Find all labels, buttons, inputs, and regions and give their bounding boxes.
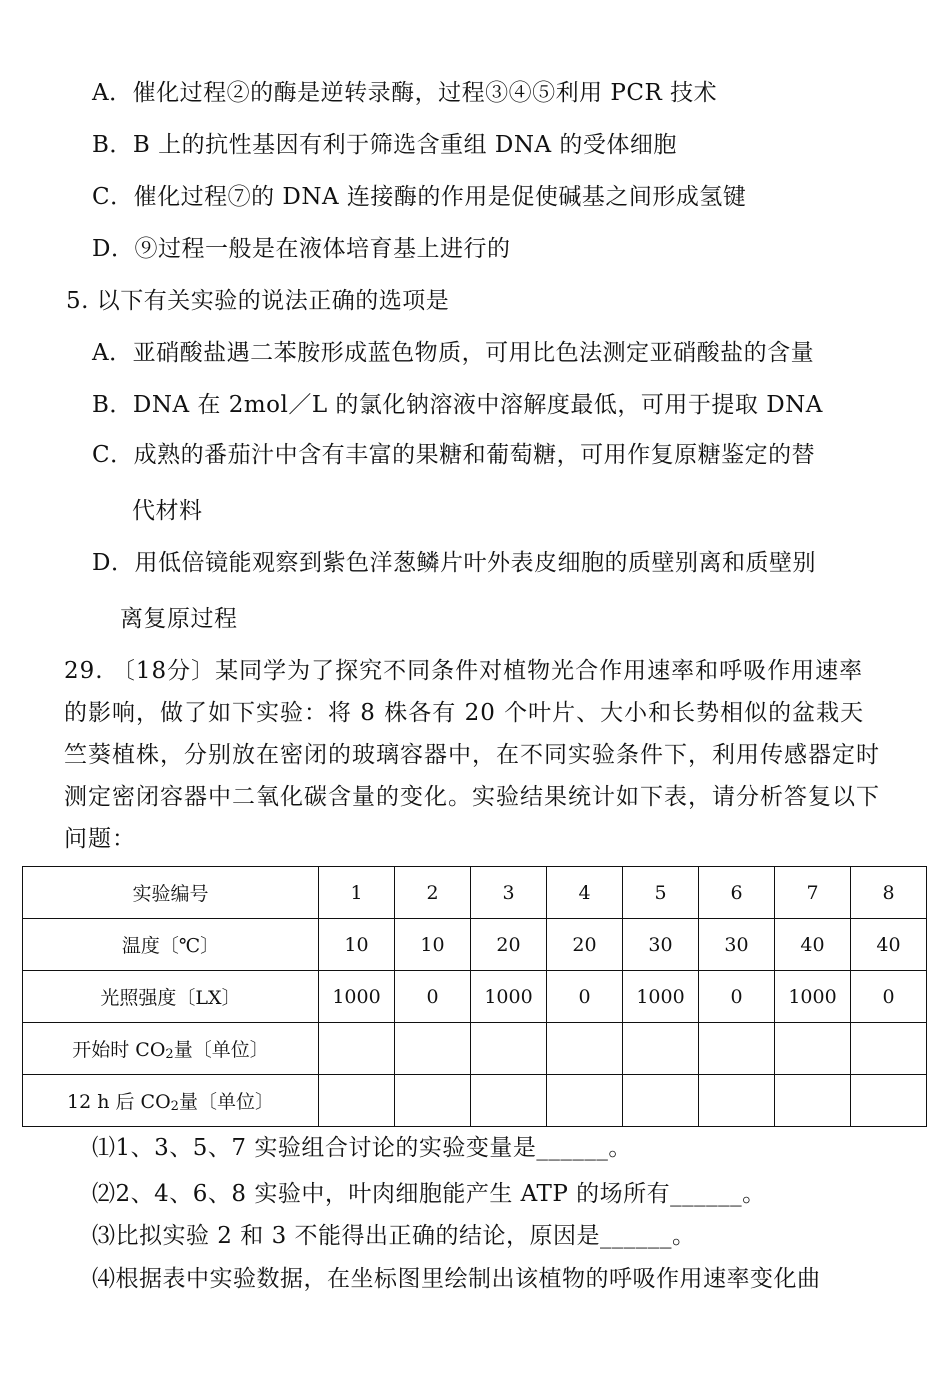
q4-option-c: C．催化过程⑦的 DNA 连接酶的作用是促使碱基之间形成氢键 [92,184,747,210]
table-cell: 30 [623,919,699,971]
table-cell-empty [471,1023,547,1075]
q5-option-a: A．亚硝酸盐遇二苯胺形成蓝色物质，可用比色法测定亚硝酸盐的含量 [92,340,815,366]
q29-sub2: ⑵2、4、6、8 实验中，叶肉细胞能产生 ATP 的场所有______。 [92,1181,766,1207]
q5-option-c-line2: 代材料 [132,498,203,524]
table-cell: 5 [623,867,699,919]
row-label-number: 实验编号 [23,867,319,919]
table-cell: 3 [471,867,547,919]
table-cell: 1000 [623,971,699,1023]
row-label-light: 光照强度〔LX〕 [23,971,319,1023]
table-cell-empty [395,1023,471,1075]
row-label-co2-12h: 12 h 后 $CO_2$量〔单位〕 [23,1075,319,1127]
q5-option-d-line2: 离复原过程 [120,606,238,632]
table-cell-empty [471,1075,547,1127]
q29-stem: 29. 〔18分〕某同学为了探究不同条件对植物光合作用速率和呼吸作用速率的影响，做了如下实验：将 8 株各有 20 个叶片、大小和长势相似的盆栽天竺葵植株，分别放在密闭的玻璃容器中，在不同实验条件下，利用传感器定时测定密闭容器中二氧化碳含量的变化。实验结果统计如下表，请分析答复以下问题： [64,658,880,852]
table-cell: 40 [775,919,851,971]
table-cell: 4 [547,867,623,919]
table-row-co2-start [23,1023,927,1075]
row-label-co2-start: 开始时 $CO_2$量〔单位〕 [23,1023,319,1075]
table-cell: 10 [395,919,471,971]
table-cell: 0 [547,971,623,1023]
table-cell-empty [547,1075,623,1127]
table-row-co2-12h [23,1075,927,1127]
q4-option-b: B．B 上的抗性基因有利于筛选含重组 DNA 的受体细胞 [92,132,677,158]
table-cell: 20 [471,919,547,971]
q29-sub3: ⑶比拟实验 2 和 3 不能得出正确的结论，原因是______。 [92,1223,696,1249]
table-cell: 40 [851,919,927,971]
table-cell-empty [699,1075,775,1127]
table-row-light [23,971,927,1023]
table-row-temperature [23,919,927,971]
table-cell-empty [851,1075,927,1127]
table-cell-empty [851,1023,927,1075]
table-cell: 30 [699,919,775,971]
table-cell-empty [623,1023,699,1075]
table-cell: 2 [395,867,471,919]
table-cell-empty [699,1023,775,1075]
table-cell-empty [623,1075,699,1127]
q5-option-d-line1: D．用低倍镜能观察到紫色洋葱鳞片叶外表皮细胞的质壁别离和质壁别 [92,550,816,576]
table-cell: 8 [851,867,927,919]
table-cell: 1000 [471,971,547,1023]
table-cell: 0 [699,971,775,1023]
table-row-number [23,867,927,919]
q5-stem: 5. 以下有关实验的说法正确的选项是 [66,288,450,314]
table-cell: 1000 [319,971,395,1023]
table-cell: 20 [547,919,623,971]
experiment-table [22,866,927,1127]
table-cell-empty [775,1075,851,1127]
table-cell-empty [319,1075,395,1127]
q4-option-a: A．催化过程②的酶是逆转录酶，过程③④⑤利用 PCR 技术 [92,80,718,106]
q5-option-b: B．DNA 在 2mol／L 的氯化钠溶液中溶解度最低，可用于提取 DNA [92,392,823,418]
table-cell: 1 [319,867,395,919]
table-cell-empty [547,1023,623,1075]
table-cell: 0 [851,971,927,1023]
q29-sub4: ⑷根据表中实验数据，在坐标图里绘制出该植物的呼吸作用速率变化曲 [92,1266,821,1292]
table-cell: 1000 [775,971,851,1023]
table-cell: 6 [699,867,775,919]
table-cell: 0 [395,971,471,1023]
table-cell-empty [319,1023,395,1075]
table-cell: 7 [775,867,851,919]
q29-sub1: ⑴1、3、5、7 实验组合讨论的实验变量是______。 [92,1135,632,1161]
q4-option-d: D．⑨过程一般是在液体培育基上进行的 [92,236,511,262]
row-label-temperature: 温度〔℃〕 [23,919,319,971]
table-cell: 10 [319,919,395,971]
table-cell-empty [395,1075,471,1127]
q5-option-c-line1: C．成熟的番茄汁中含有丰富的果糖和葡萄糖，可用作复原糖鉴定的替 [92,442,816,468]
table-cell-empty [775,1023,851,1075]
